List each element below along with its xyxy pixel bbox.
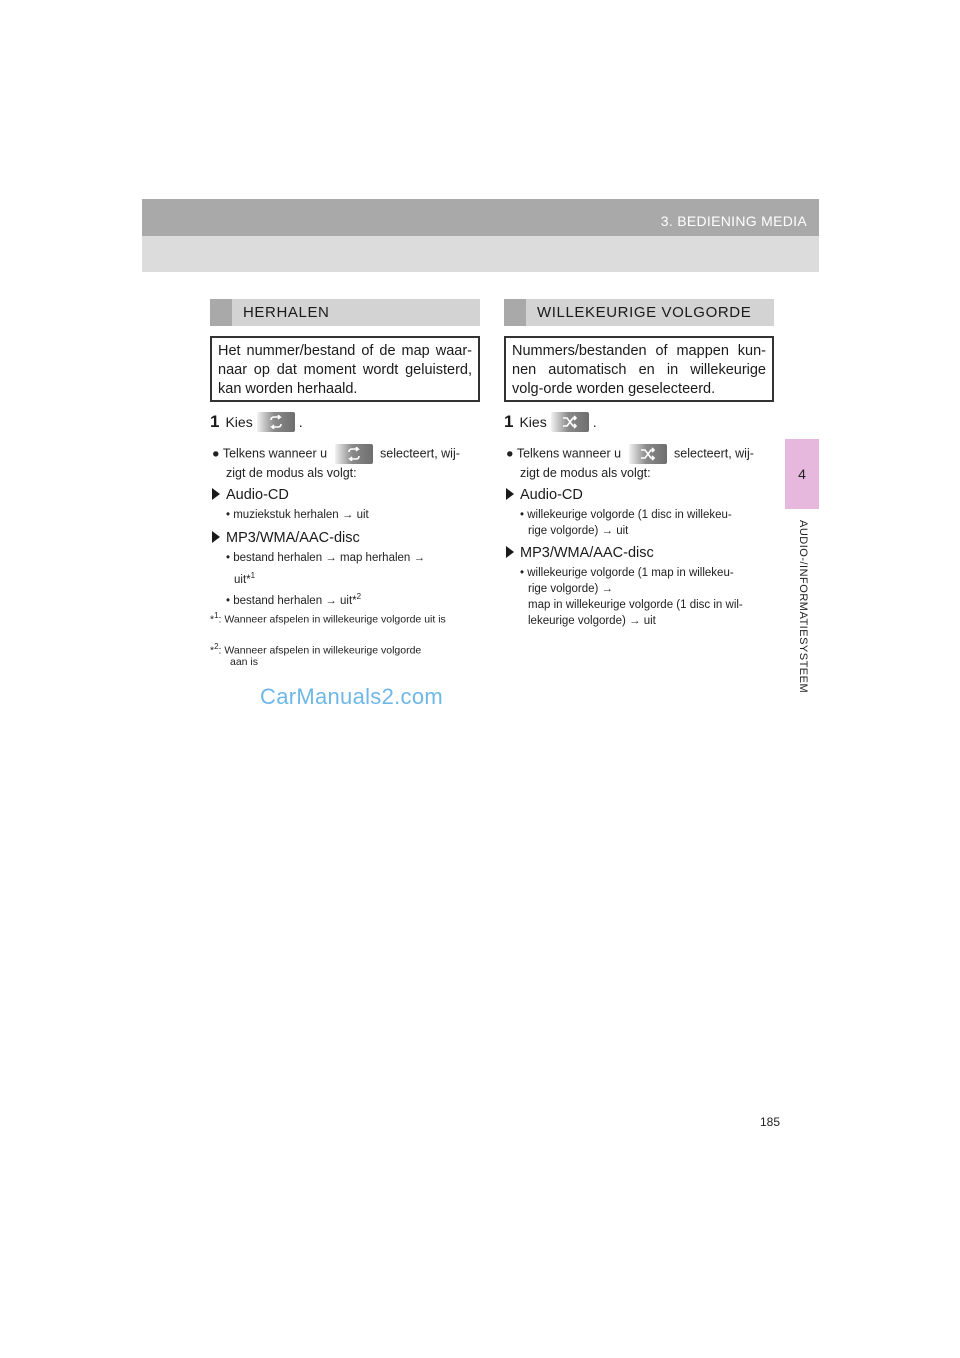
chapter-tab-number: 4 — [798, 466, 806, 482]
section-title: HERHALEN — [243, 304, 330, 321]
triangle-icon — [506, 488, 514, 500]
footnote-ref: 2 — [356, 592, 362, 601]
subhead-mp3-disc — [212, 530, 360, 546]
watermark: CarManuals2.com — [260, 684, 444, 709]
mp3-seq-line1: • willekeurige volgorde (1 map in willekeu- — [520, 567, 734, 579]
footnote-text: : Wanneer afspelen in willekeurige volgorde — [218, 644, 422, 657]
mp3-sequence-2 — [226, 589, 361, 609]
step-number: 1 — [210, 412, 220, 431]
intro-text: Het nummer/bestand of de map waar-naar op dat moment wordt geluisterd, kan worden herhaald. — [218, 343, 472, 397]
audio-cd-seq-line2: rige volgorde) → uit — [528, 525, 629, 537]
triangle-icon — [212, 488, 220, 500]
header-subbar — [142, 236, 819, 272]
section-header-willekeurig — [504, 299, 774, 326]
mp3-seq-line2: rige volgorde) → — [528, 583, 614, 595]
footnote-mark: * — [210, 613, 215, 626]
repeat-button-icon — [335, 444, 373, 464]
chapter-title: 3. BEDIENING MEDIA — [660, 213, 807, 229]
triangle-icon — [212, 531, 220, 543]
step-1 — [210, 412, 303, 432]
mp3-seq-line4: lekeurige volgorde) → uit — [528, 615, 656, 627]
footnote-ref: 1 — [250, 571, 256, 580]
subhead-audio-cd — [212, 487, 289, 503]
step-number: 1 — [504, 412, 514, 431]
section-header-herhalen — [210, 299, 480, 326]
chapter-side-label — [795, 520, 809, 720]
subhead-mp3-disc — [506, 545, 654, 561]
seq-text: uit* — [234, 573, 251, 586]
triangle-icon — [506, 546, 514, 558]
intro-box — [504, 336, 774, 402]
subhead-text: MP3/WMA/AAC-disc — [226, 530, 360, 546]
mode-bullet — [212, 444, 480, 464]
bullet-continuation: zigt de modus als volgt: — [520, 466, 651, 480]
seq-text: • bestand herhalen → uit* — [226, 594, 357, 607]
shuffle-button-icon — [551, 412, 589, 432]
section-marker — [210, 299, 232, 326]
audio-cd-sequence: • muziekstuk herhalen → uit — [226, 509, 369, 521]
step-text: Kies — [519, 414, 547, 430]
subhead-audio-cd — [506, 487, 583, 503]
subhead-text: MP3/WMA/AAC-disc — [520, 545, 654, 561]
mode-bullet — [506, 444, 774, 464]
section-marker — [504, 299, 526, 326]
chapter-tab — [785, 439, 819, 509]
page-number: 185 — [760, 1115, 781, 1129]
bullet-dot: ● — [506, 446, 514, 461]
intro-text: Nummers/bestanden of mappen kun-nen automatisch en in willekeurige volg-orde worden geselecteerd. — [512, 343, 766, 397]
bullet-dot: ● — [212, 446, 220, 461]
bullet-post: selecteert, wij- — [674, 446, 754, 461]
footnote-2 — [210, 641, 480, 657]
mp3-sequence-1-cont — [234, 568, 255, 588]
mp3-sequence-1: • bestand herhalen → map herhalen → — [226, 552, 426, 564]
subhead-text: Audio-CD — [520, 487, 583, 503]
bullet-continuation: zigt de modus als volgt: — [226, 466, 357, 480]
chapter-side-label-text: AUDIO-/INFORMATIESYSTEEM — [797, 520, 809, 694]
footnote-1 — [210, 610, 480, 626]
section-title: WILLEKEURIGE VOLGORDE — [537, 304, 752, 321]
step-text: Kies — [225, 414, 253, 430]
intro-box — [210, 336, 480, 402]
step-end: . — [592, 414, 597, 430]
footnote-num: 1 — [214, 611, 219, 620]
repeat-button-icon — [257, 412, 295, 432]
shuffle-button-icon — [629, 444, 667, 464]
footnote-mark: * — [210, 644, 215, 657]
bullet-post: selecteert, wij- — [380, 446, 460, 461]
subhead-text: Audio-CD — [226, 487, 289, 503]
footnote-num: 2 — [214, 642, 219, 651]
step-1 — [504, 412, 597, 432]
footnote-2-cont: aan is — [230, 656, 259, 668]
step-end: . — [298, 414, 303, 430]
mp3-seq-line3: map in willekeurige volgorde (1 disc in wil- — [528, 599, 743, 611]
bullet-pre: Telkens wanneer u — [222, 446, 328, 461]
audio-cd-seq-line1: • willekeurige volgorde (1 disc in willekeu- — [520, 509, 732, 521]
bullet-pre: Telkens wanneer u — [516, 446, 622, 461]
footnote-text: : Wanneer afspelen in willekeurige volgorde uit is — [218, 613, 446, 626]
header-bar — [142, 199, 819, 236]
